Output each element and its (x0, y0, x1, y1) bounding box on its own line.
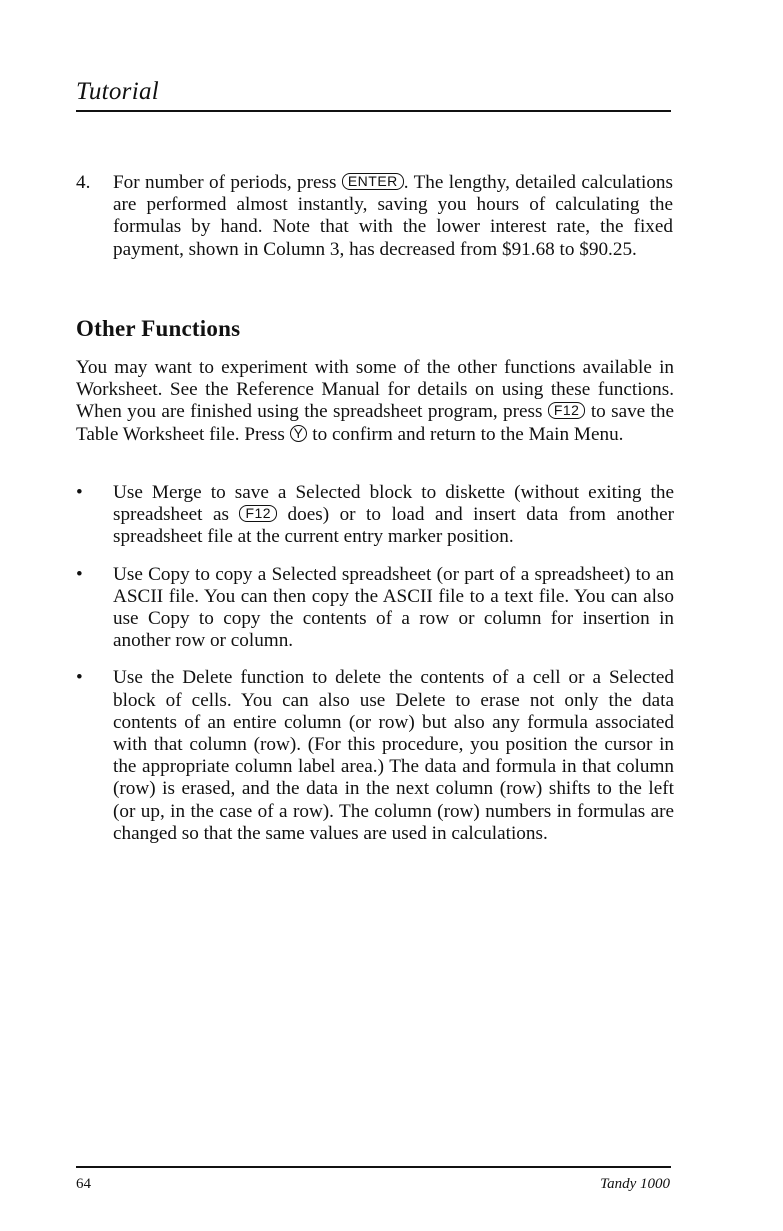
page-header-title: Tutorial (76, 78, 159, 105)
intro-part1: You may want to experiment with some of the other functions available in Worksheet. See the Reference Manual for details on using these functions. When you are finished using the spreadsheet program, press (76, 357, 674, 423)
bullet-merge (76, 482, 674, 549)
numbered-step-4 (76, 172, 673, 261)
intro-part2: to save the Table Worksheet file. Press (76, 401, 674, 445)
bullet-text: Use Copy to copy a Selected spreadsheet (or part of a spreadsheet) to an ASCII file. You can then copy the ASCII file to a text file. You can also use Copy to copy the contents of a row or column for insertion in another row or column. (113, 563, 674, 652)
step-text-part1: For number of periods, press (113, 172, 342, 193)
bullet-icon: • (76, 482, 83, 503)
bullet-text (113, 482, 674, 549)
footer-divider (76, 1166, 671, 1168)
section-heading: Other Functions (76, 316, 241, 341)
bullet-icon: • (76, 563, 83, 585)
step-text-part2: . The lengthy, detailed calculations are performed almost instantly, saving you hours of calculating the formulas by hand. Note that with the lower interest rate, the fixed payment, shown in Column 3, has decreased from $91.68 to $90.25. (113, 172, 673, 260)
header-divider (76, 110, 671, 112)
bullet-merge-part2: does) or to load and insert data from another spreadsheet file at the current entry marker position. (113, 504, 674, 548)
page-number: 64 (76, 1176, 91, 1192)
bullet-text: Use the Delete function to delete the contents of a cell or a Selected block of cells. You can also use Delete to erase not only the data contents of an entire column (or row) but also any formula associated with that column (row). (For this procedure, you position the cursor in the appropriate column label area.) The data and formula in that column (row) is erased, and the data in the next column (row) shifts to the left (or up, in the case of a row). The column (row) numbers in formulas are changed so that the same values are used in calculations. (113, 667, 674, 844)
bullet-merge-part1: Use Merge to save a Selected block to diskette (without exiting the spreadsheet as (113, 482, 674, 526)
functions-bullet-list (76, 482, 674, 860)
bullet-icon: • (76, 667, 83, 689)
intro-part3: to confirm and return to the Main Menu. (307, 423, 624, 445)
enter-key-icon: ENTER (342, 173, 404, 190)
f12-key-icon: F12 (548, 402, 586, 419)
bullet-delete (76, 667, 674, 845)
f12-key-icon: F12 (239, 505, 277, 522)
y-key-icon: Y (290, 425, 308, 442)
intro-paragraph (76, 357, 674, 446)
step-number: 4. (76, 172, 91, 193)
bullet-copy (76, 564, 674, 653)
step-text (113, 172, 673, 261)
footer-brand: Tandy 1000 (600, 1176, 670, 1192)
